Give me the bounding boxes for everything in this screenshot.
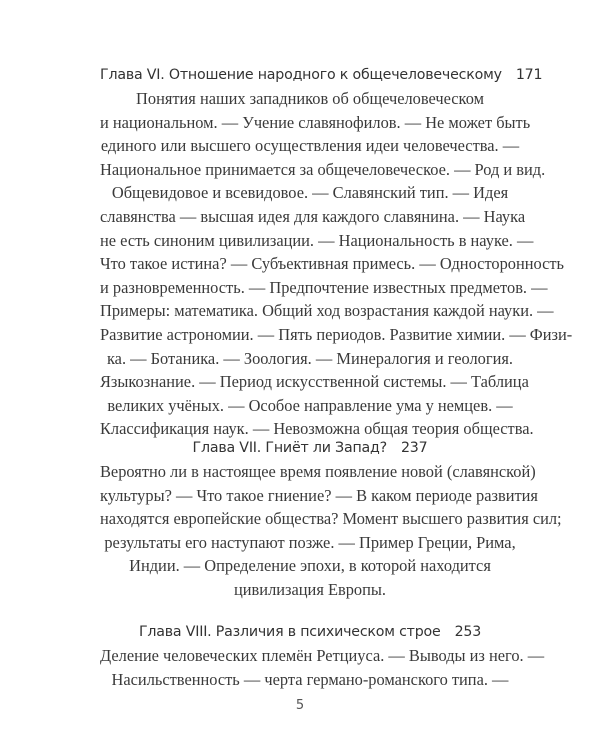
- summary-line: и национальном. — Учение славянофилов. — Не может быть: [100, 112, 531, 132]
- summary-line: ка. — Ботаника. — Зоология. — Минералогия и геология.: [106, 348, 514, 368]
- summary-line: великих учёных. — Особое направление ума у немцев. —: [107, 395, 513, 415]
- summary-line: Примеры: математика. Общий ход возрастания каждой науки. —: [100, 301, 554, 321]
- summary-line: цивилизация Европы.: [234, 579, 386, 599]
- summary-line: не есть синоним цивилизации. — Национальность в науке. —: [100, 230, 534, 250]
- summary-line: Классификация наук. — Невозможна общая теория общества.: [100, 419, 534, 439]
- chapter-title: Глава VII. Гниёт ли Запад?: [192, 440, 387, 456]
- summary-line: и разновременность. — Предпочтение известных предметов. —: [100, 277, 548, 297]
- chapter-heading: [100, 436, 520, 460]
- chapter-title: Глава VIII. Различия в психическом строе: [138, 624, 441, 640]
- toc-chapter-7: [100, 436, 562, 602]
- chapter-title: Глава VI. Отношение народного к общечеловеческому: [100, 67, 502, 83]
- summary-line: Развитие астрономии. — Пять периодов. Развитие химии. — Физи-: [100, 324, 573, 344]
- toc-chapter-6: [100, 63, 573, 441]
- chapter-heading: [100, 620, 520, 644]
- summary-line: находятся европейские общества? Момент высшего развития сил;: [100, 509, 562, 529]
- chapter-page-number: 253: [454, 624, 482, 640]
- summary-line: Вероятно ли в настоящее время появление новой (славянской): [100, 462, 536, 481]
- chapter-page-number: 171: [515, 67, 543, 83]
- summary-line: единого или высшего осуществления идеи человечества. —: [100, 136, 520, 156]
- chapter-summary: [100, 460, 562, 602]
- summary-line: Понятия наших западников об общечеловеческом: [136, 89, 484, 108]
- summary-line: Деление человеческих племён Ретциуса. — Выводы из него. —: [100, 646, 545, 665]
- chapter-heading: [100, 63, 543, 87]
- summary-line: славянства — высшая идея для каждого славянина. — Наука: [100, 206, 526, 226]
- chapter-page-number: 237: [400, 440, 428, 456]
- summary-line: Общевидовое и всевидовое. — Славянский тип. — Идея: [111, 183, 509, 203]
- summary-line: Что такое истина? — Субъективная примесь. — Односторонность: [100, 254, 565, 274]
- summary-line: Национальное принимается за общечеловеческое. — Род и вид.: [100, 159, 546, 179]
- toc-chapter-8: [100, 620, 545, 691]
- chapter-summary: [100, 87, 573, 441]
- summary-line: результаты его наступают позже. — Пример Греции, Рима,: [104, 532, 516, 552]
- summary-line: Индии. — Определение эпохи, в которой находится: [129, 556, 491, 576]
- summary-line: Языкознание. — Период искусственной системы. — Таблица: [100, 372, 529, 392]
- summary-line: культуры? — Что такое гниение? — В каком периоде развития: [100, 485, 538, 505]
- chapter-summary: [100, 644, 545, 691]
- summary-line: Насильственность — черта германо-романского типа. —: [111, 669, 509, 689]
- page-number: 5: [295, 698, 305, 713]
